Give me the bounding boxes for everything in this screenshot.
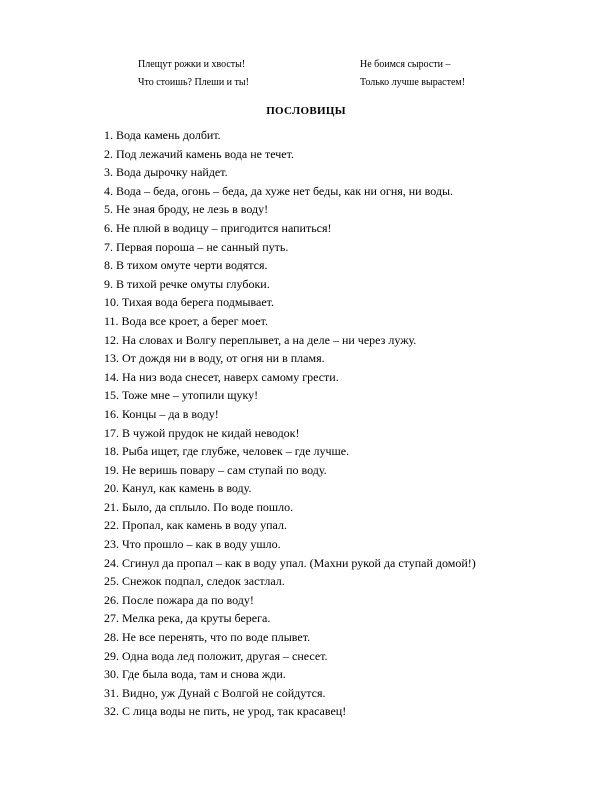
proverb-item: 14. На низ вода снесет, наверх самому грести. (104, 369, 339, 384)
proverb-item: 9. В тихой речке омуты глубоки. (104, 276, 270, 291)
proverb-item: 31. Видно, уж Дунай с Волгой не сойдутся. (104, 685, 326, 700)
proverb-item: 21. Было, да сплыло. По воде пошло. (104, 499, 294, 514)
proverb-item: 25. Снежок подпал, следок застлал. (104, 574, 285, 589)
proverb-item: 12. На словах и Волгу переплывет, а на деле – ни через лужу. (104, 332, 417, 347)
proverb-item: 3. Вода дырочку найдет. (104, 165, 228, 180)
poem-line: Что стоишь? Плеши и ты! (138, 77, 249, 88)
poem-stanza-right (360, 56, 465, 92)
proverb-item: 13. От дождя ни в воду, от огня ни в пламя. (104, 351, 325, 366)
proverb-item: 4. Вода – беда, огонь – беда, да хуже нет беды, как ни огня, ни воды. (104, 183, 454, 198)
proverb-item: 16. Концы – да в воду! (104, 406, 219, 421)
proverb-item: 7. Первая пороша – не санный путь. (104, 239, 289, 254)
proverb-item: 32. С лица воды не пить, не урод, так красавец! (104, 704, 347, 719)
proverb-item: 30. Где была вода, там и снова жди. (104, 667, 286, 682)
proverb-item: 11. Вода все кроет, а берег моет. (104, 313, 268, 328)
proverb-item: 15. Тоже мне – утопили щуку! (104, 388, 259, 403)
proverb-item: 19. Не веришь повару – сам ступай по воду. (104, 462, 327, 477)
proverb-item: 26. После пожара да по воду! (104, 592, 254, 607)
section-heading: ПОСЛОВИЦЫ (266, 105, 346, 117)
poem-line: Плещут рожки и хвосты! (138, 59, 246, 70)
proverb-item: 8. В тихом омуте черти водятся. (104, 258, 268, 273)
proverb-item: 2. Под лежачий камень вода не течет. (104, 146, 294, 161)
proverb-item: 23. Что прошло – как в воду ушло. (104, 537, 281, 552)
poem-line: Не боимся сырости – (360, 59, 451, 70)
proverb-item: 1. Вода камень долбит. (104, 128, 221, 142)
proverb-list (104, 126, 476, 721)
proverb-item: 17. В чужой прудок не кидай неводок! (104, 425, 300, 440)
proverb-item: 6. Не плюй в водицу – пригодится напиться! (104, 220, 332, 235)
proverb-item: 10. Тихая вода берега подмывает. (104, 295, 274, 310)
proverb-item: 24. Сгинул да пропал – как в воду упал. (Махни рукой да ступай домой!) (104, 555, 476, 570)
proverb-item: 28. Не все перенять, что по воде плывет. (104, 630, 311, 645)
proverb-item: 18. Рыба ищет, где глубже, человек – где лучше. (104, 444, 350, 459)
proverb-item: 20. Канул, как камень в воду. (104, 481, 252, 496)
poem-line: Только лучше вырастем! (360, 77, 466, 88)
proverb-item: 27. Мелка река, да круты берега. (104, 611, 271, 626)
proverb-item: 29. Одна вода лед положит, другая – снесет. (104, 648, 328, 663)
poem-stanza-left (138, 56, 249, 92)
proverb-item: 5. Не зная броду, не лезь в воду! (104, 202, 269, 217)
proverb-item: 22. Пропал, как камень в воду упал. (104, 518, 287, 533)
